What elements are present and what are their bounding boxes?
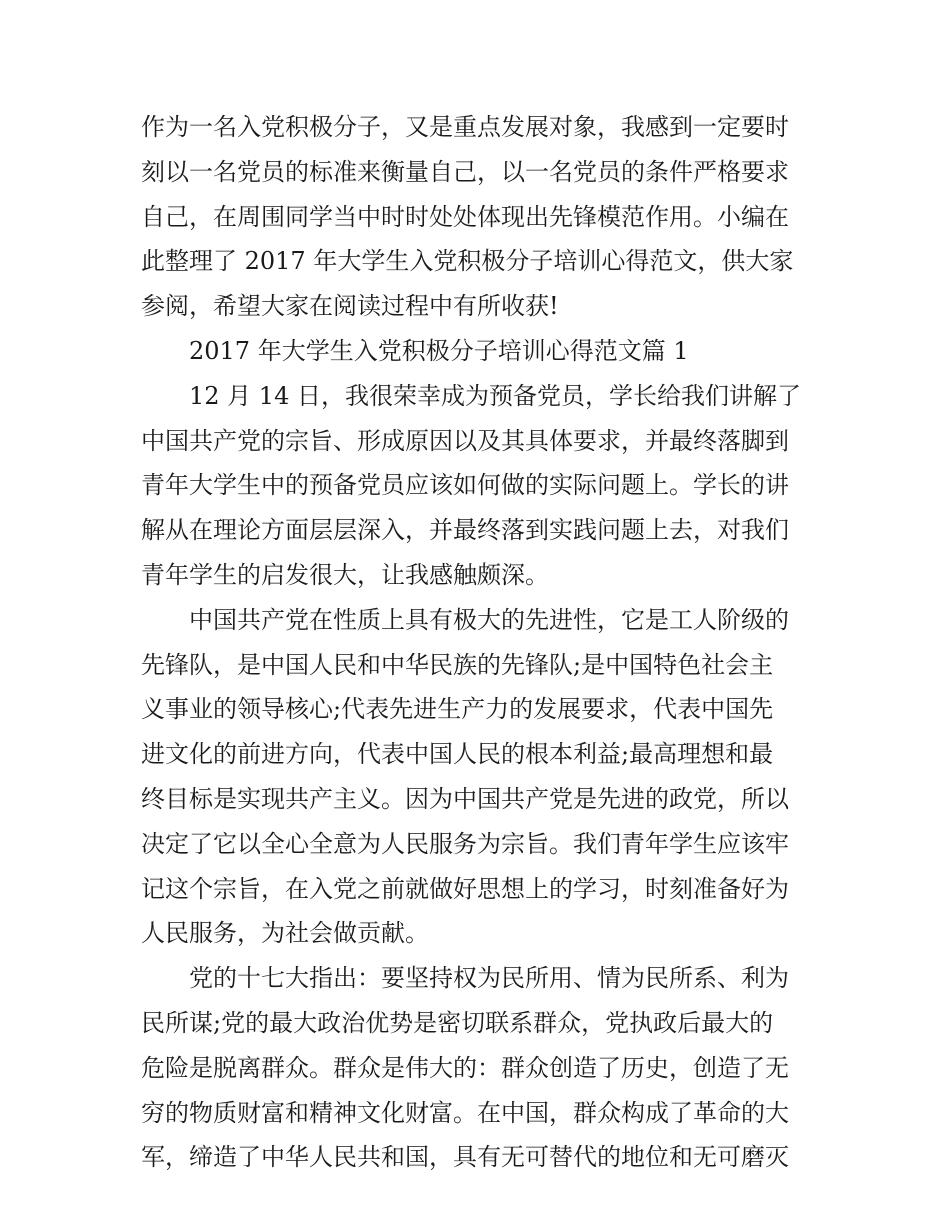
- document-body: [141, 105, 813, 1180]
- text-line: 党的十七大指出：要坚持权为民所用、情为民所系、利为: [189, 964, 789, 993]
- text-line: 进文化的前进方向，代表中国人民的根本利益;最高理想和最: [141, 740, 774, 769]
- text-line: 义事业的领导核心;代表先进生产力的发展要求，代表中国先: [141, 695, 774, 724]
- text-line: 作为一名入党积极分子，又是重点发展对象，我感到一定要时: [141, 113, 789, 141]
- text-line: 2017 年大学生入党积极分子培训心得范文篇 1: [189, 336, 689, 365]
- text-line: 青年学生的启发很大，让我感触颇深。: [141, 560, 549, 589]
- text-line: 记这个宗旨，在入党之前就做好思想上的学习，时刻准备好为: [141, 874, 789, 903]
- text-line: 中国共产党在性质上具有极大的先进性，它是工人阶级的: [189, 605, 789, 634]
- text-line: 终目标是实现共产主义。因为中国共产党是先进的政党，所以: [141, 784, 789, 813]
- text-line: 解从在理论方面层层深入，并最终落到实践问题上去，对我们: [141, 516, 789, 545]
- text-line: 军，缔造了中华人民共和国，具有无可替代的地位和无可磨灭: [141, 1143, 789, 1172]
- text-line: 12 月 14 日，我很荣幸成为预备党员，学长给我们讲解了: [189, 381, 801, 410]
- text-line: 中国共产党的宗旨、形成原因以及其具体要求，并最终落脚到: [141, 426, 789, 455]
- text-line: 刻以一名党员的标准来衡量自己，以一名党员的条件严格要求: [141, 157, 789, 186]
- text-line: 先锋队，是中国人民和中华民族的先锋队;是中国特色社会主: [141, 650, 774, 679]
- text-line: 危险是脱离群众。群众是伟大的：群众创造了历史，创造了无: [141, 1053, 789, 1082]
- text-line: 此整理了 2017 年大学生入党积极分子培训心得范文，供大家: [141, 247, 794, 276]
- text-line: 青年大学生中的预备党员应该如何做的实际问题上。学长的讲: [141, 471, 789, 500]
- text-line: 决定了它以全心全意为人民服务为宗旨。我们青年学生应该牢: [141, 829, 789, 858]
- text-line: 穷的物质财富和精神文化财富。在中国，群众构成了革命的大: [141, 1098, 789, 1127]
- text-line: 民所谋;党的最大政治优势是密切联系群众，党执政后最大的: [141, 1008, 774, 1037]
- text-line: 自己，在周围同学当中时时处处体现出先锋模范作用。小编在: [141, 202, 789, 231]
- text-line: 人民服务，为社会做贡献。: [141, 919, 429, 948]
- text-line: 参阅，希望大家在阅读过程中有所收获!: [141, 292, 559, 321]
